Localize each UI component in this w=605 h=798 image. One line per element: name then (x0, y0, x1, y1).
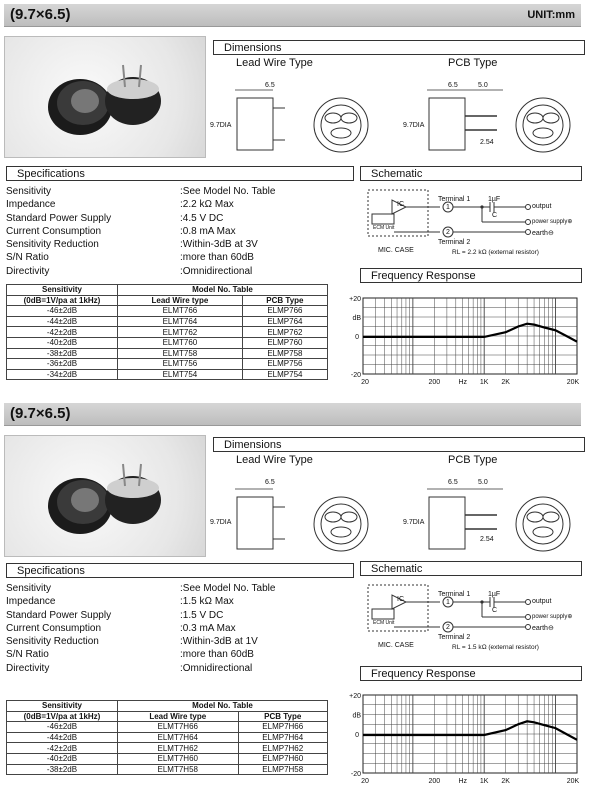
schematic-case-label: MIC. CASE (378, 247, 414, 254)
schematic-cap-label: C (492, 212, 498, 219)
y-tick-label-zero: 0 (355, 732, 359, 739)
table-header-sensitivity: Sensitivity (7, 701, 118, 712)
y-axis-unit: dB (352, 712, 361, 720)
y-tick-label-top: +20 (349, 693, 361, 700)
schematic-terminal1: Terminal 1 (438, 196, 471, 203)
specifications-header: Specifications (6, 166, 354, 181)
dim-width-pcb: 6.5 (448, 82, 458, 89)
schematic-t2-number: 2 (446, 229, 450, 236)
section-title-bar (4, 4, 581, 27)
x-tick-label: 200 (428, 778, 441, 785)
schematic-earth-label: earth⊖ (532, 230, 554, 237)
table-row: -46±2dB ELMT7H66 ELMP7H66 (7, 722, 328, 733)
y-tick-label-top: +20 (349, 296, 361, 303)
dimensions-header: Dimensions (213, 40, 585, 55)
spec-row: S/N Ratio :more than 60dB (6, 252, 254, 264)
dim-dia-pcb: 9.7DIA (403, 519, 425, 526)
spec-row: Directivity :Omnidirectional (6, 265, 253, 277)
table-row: -40±2dB ELMT7H60 ELMP7H60 (7, 753, 328, 764)
table-row: -42±2dB ELMT7H62 ELMP7H62 (7, 743, 328, 754)
table-row: -36±2dB ELMT756 ELMP756 (7, 359, 328, 370)
table-header-sensitivity-ref: (0dB=1V/pa at 1kHz) (7, 295, 118, 306)
y-tick-label-zero: 0 (355, 334, 359, 341)
frequency-response-chart-2 (345, 689, 585, 791)
dim-width-lead: 6.5 (265, 479, 275, 486)
spec-row: Standard Power Supply :4.5 V DC (6, 212, 224, 224)
x-tick-label: 2K (501, 778, 510, 785)
table-row: -34±2dB ELMT754 ELMP754 (7, 369, 328, 380)
x-tick-label: 1K (479, 778, 489, 785)
spec-row: Standard Power Supply :1.5 V DC (6, 609, 224, 621)
schematic-rl-label: RL = 2.2 kΩ (external resistor) (452, 249, 539, 256)
schematic-cap-label: C (492, 607, 498, 614)
specifications-list (6, 185, 275, 278)
x-tick-label: 20K (566, 379, 580, 386)
x-tick-label: 20K (566, 778, 580, 785)
x-axis-unit: Hz (458, 379, 468, 386)
schematic-case-label: MIC. CASE (378, 642, 414, 649)
spec-row: Sensitivity :See Model No. Table (6, 583, 276, 594)
y-axis-unit: dB (352, 315, 361, 322)
pcb-type-label: PCB Type (448, 57, 498, 69)
x-tick-label: 200 (428, 379, 441, 386)
dim-dia-pcb: 9.7DIA (403, 122, 425, 129)
schematic-output-label: output (532, 598, 552, 605)
dim-pitch-pcb: 2.54 (480, 139, 494, 146)
dim-pin-pcb: 5.0 (478, 82, 488, 89)
y-tick-label-bottom: -20 (350, 372, 361, 379)
x-tick-label: 20 (361, 379, 369, 386)
frequency-response-header: Frequency Response (360, 268, 582, 283)
x-axis-unit: Hz (458, 778, 468, 785)
table-header-lead: Lead Wire type (118, 711, 239, 722)
spec-row: Sensitivity Reduction :Within-3dB at 1V (6, 636, 258, 648)
schematic-ic-label: IC (397, 201, 404, 208)
x-tick-label: 2K (501, 379, 510, 386)
frequency-response-chart-1 (345, 292, 585, 392)
product-section-2 (0, 399, 605, 798)
frequency-response-header: Frequency Response (360, 666, 582, 681)
table-header-model: Model No. Table (118, 285, 328, 296)
schematic-header: Schematic (360, 561, 582, 576)
schematic-terminal2: Terminal 2 (438, 634, 471, 641)
schematic-terminal1: Terminal 1 (438, 591, 471, 598)
table-row: -42±2dB ELMT762 ELMP762 (7, 327, 328, 338)
table-row: -46±2dB ELMT766 ELMP766 (7, 306, 328, 317)
unit-label: UNIT:mm (527, 9, 575, 21)
schematic-power-label: power supply⊕ (532, 614, 573, 620)
model-number-table (6, 284, 328, 380)
product-photo (4, 36, 206, 158)
schematic-cap-value: 1µF (488, 591, 501, 598)
schematic-ic-label: IC (397, 596, 404, 603)
spec-row: Sensitivity Reduction :Within-3dB at 3V (6, 239, 258, 251)
x-tick-label: 1K (479, 379, 489, 386)
spec-row: Current Consumption :0.8 mA Max (6, 225, 236, 237)
table-row: -44±2dB ELMT7H64 ELMP7H64 (7, 732, 328, 743)
section-title: (9.7×6.5) (10, 405, 71, 422)
table-row: -38±2dB ELMT758 ELMP758 (7, 348, 328, 359)
schematic-header: Schematic (360, 166, 582, 181)
table-header-sensitivity: Sensitivity (7, 285, 118, 296)
product-photo (4, 435, 206, 557)
spec-row: Impedance :2.2 kΩ Max (6, 199, 234, 211)
table-header-pcb: PCB Type (242, 295, 327, 306)
table-row: -40±2dB ELMT760 ELMP760 (7, 337, 328, 348)
spec-row: Impedance :1.5 kΩ Max (6, 596, 234, 608)
microphone-photo-illustration (5, 436, 205, 556)
specifications-header: Specifications (6, 563, 354, 578)
schematic-t2-number: 2 (446, 624, 450, 631)
schematic-power-label: power supply⊕ (532, 219, 573, 225)
schematic-earth-label: earth⊖ (532, 625, 554, 632)
schematic-cap-value: 1µF (488, 196, 501, 203)
y-tick-label-bottom: -20 (350, 771, 361, 778)
spec-row: S/N Ratio :more than 60dB (6, 649, 254, 661)
microphone-photo-illustration (5, 37, 205, 157)
table-header-sensitivity-ref: (0dB=1V/pa at 1kHz) (7, 711, 118, 722)
section-title: (9.7×6.5) (10, 6, 71, 23)
dim-pitch-pcb: 2.54 (480, 536, 494, 543)
schematic-ecm-label: ECM Unit (373, 620, 395, 626)
dim-width-lead: 6.5 (265, 82, 275, 89)
pcb-type-label: PCB Type (448, 454, 498, 466)
spec-row: Current Consumption :0.3 mA Max (6, 622, 236, 634)
table-header-model: Model No. Table (118, 701, 328, 712)
table-header-lead: Lead Wire type (118, 295, 243, 306)
dim-pin-pcb: 5.0 (478, 479, 488, 486)
schematic-ecm-label: ECM Unit (373, 225, 395, 231)
dim-dia-lead: 9.7DIA (210, 122, 232, 129)
schematic-rl-label: RL = 1.5 kΩ (external resistor) (452, 644, 539, 651)
lead-wire-type-label: Lead Wire Type (236, 57, 313, 69)
schematic-terminal2: Terminal 2 (438, 239, 471, 246)
specifications-list (6, 582, 275, 675)
schematic-t1-number: 1 (446, 599, 450, 606)
section-title-bar (4, 403, 581, 426)
dimensions-header: Dimensions (213, 437, 585, 452)
x-tick-label: 20 (361, 778, 369, 785)
dim-width-pcb: 6.5 (448, 479, 458, 486)
schematic-output-label: output (532, 203, 552, 210)
model-number-table (6, 700, 328, 775)
schematic-t1-number: 1 (446, 204, 450, 211)
table-row: -38±2dB ELMT7H58 ELMP7H58 (7, 764, 328, 775)
dim-dia-lead: 9.7DIA (210, 519, 232, 526)
table-row: -44±2dB ELMT764 ELMP764 (7, 316, 328, 327)
table-header-pcb: PCB Type (238, 711, 328, 722)
spec-row: Directivity :Omnidirectional (6, 662, 253, 674)
lead-wire-type-label: Lead Wire Type (236, 454, 313, 466)
spec-row: Sensitivity :See Model No. Table (6, 186, 276, 197)
